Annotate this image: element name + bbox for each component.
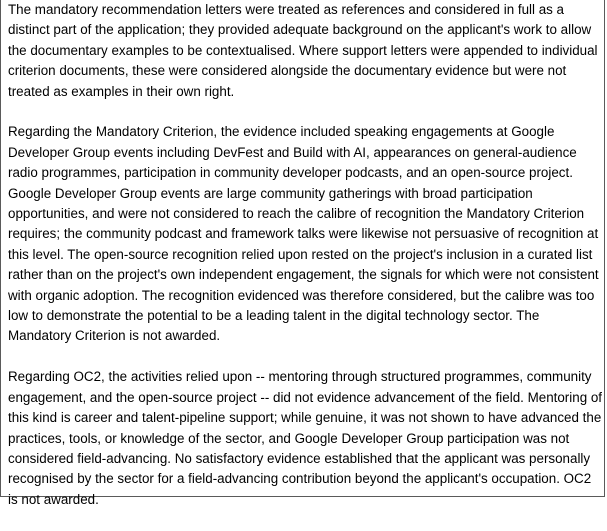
text-line: practices, tools, or knowledge of the sector, and Google Developer Group participation was not	[8, 430, 570, 446]
text-line: distinct part of the application; they provided adequate background on the applicant's work to allow	[8, 22, 592, 38]
text-line: Developer Group events including DevFest and Build with AI, appearances on general-audience	[8, 144, 577, 160]
text-line: engagement, and the open-source project -- did not evidence advancement of the field. Mentoring of	[8, 389, 603, 405]
text-line: Google Developer Group events are large community gatherings with broad participation	[8, 185, 533, 201]
text-line: requires; the community podcast and framework talks were likewise not persuasive of recognition at	[8, 226, 599, 242]
text-line: radio programmes, participation in community developer podcasts, and an open-source project.	[8, 165, 573, 181]
text-line: opportunities, and were not considered to reach the calibre of recognition the Mandatory Criterion	[8, 206, 585, 222]
text-line: treated as examples in their own right.	[8, 83, 235, 99]
paragraph-oc2	[8, 367, 604, 510]
text-line: this kind is career and talent-pipeline support; while genuine, it was not shown to have advanced the	[8, 410, 602, 426]
paragraph-mandatory-criterion	[8, 122, 604, 346]
text-line: the documentary examples to be contextualised. Where support letters were appended to individual	[8, 42, 598, 58]
text-line: recognised by the sector for a field-advancing contribution beyond the applicant's occupation. OC2	[8, 471, 592, 487]
text-line: low to demonstrate the potential to be a leading talent in the digital technology sector. The	[8, 308, 540, 324]
paragraph-recommendation-letters	[8, 0, 604, 102]
text-line: is not awarded.	[8, 491, 99, 507]
text-line: Regarding OC2, the activities relied upon -- mentoring through structured programmes, community	[8, 369, 592, 385]
text-line: considered field-advancing. No satisfactory evidence established that the applicant was personally	[8, 450, 591, 466]
text-line: with organic adoption. The recognition evidenced was therefore considered, but the calibre was too	[8, 287, 595, 303]
text-line: The mandatory recommendation letters were treated as references and considered in full as a	[8, 2, 565, 17]
document-body	[8, 0, 604, 531]
text-line: Mandatory Criterion is not awarded.	[8, 328, 221, 344]
text-line: this level. The open-source recognition relied upon rested on the project's inclusion in a curated list	[8, 246, 593, 262]
text-line: rather than on the project's own independent engagement, the signals for which were not consistent	[8, 267, 599, 283]
text-line: Regarding the Mandatory Criterion, the evidence included speaking engagements at Google	[8, 124, 555, 140]
text-line: criterion documents, these were considered alongside the documentary evidence but were not	[8, 63, 567, 79]
